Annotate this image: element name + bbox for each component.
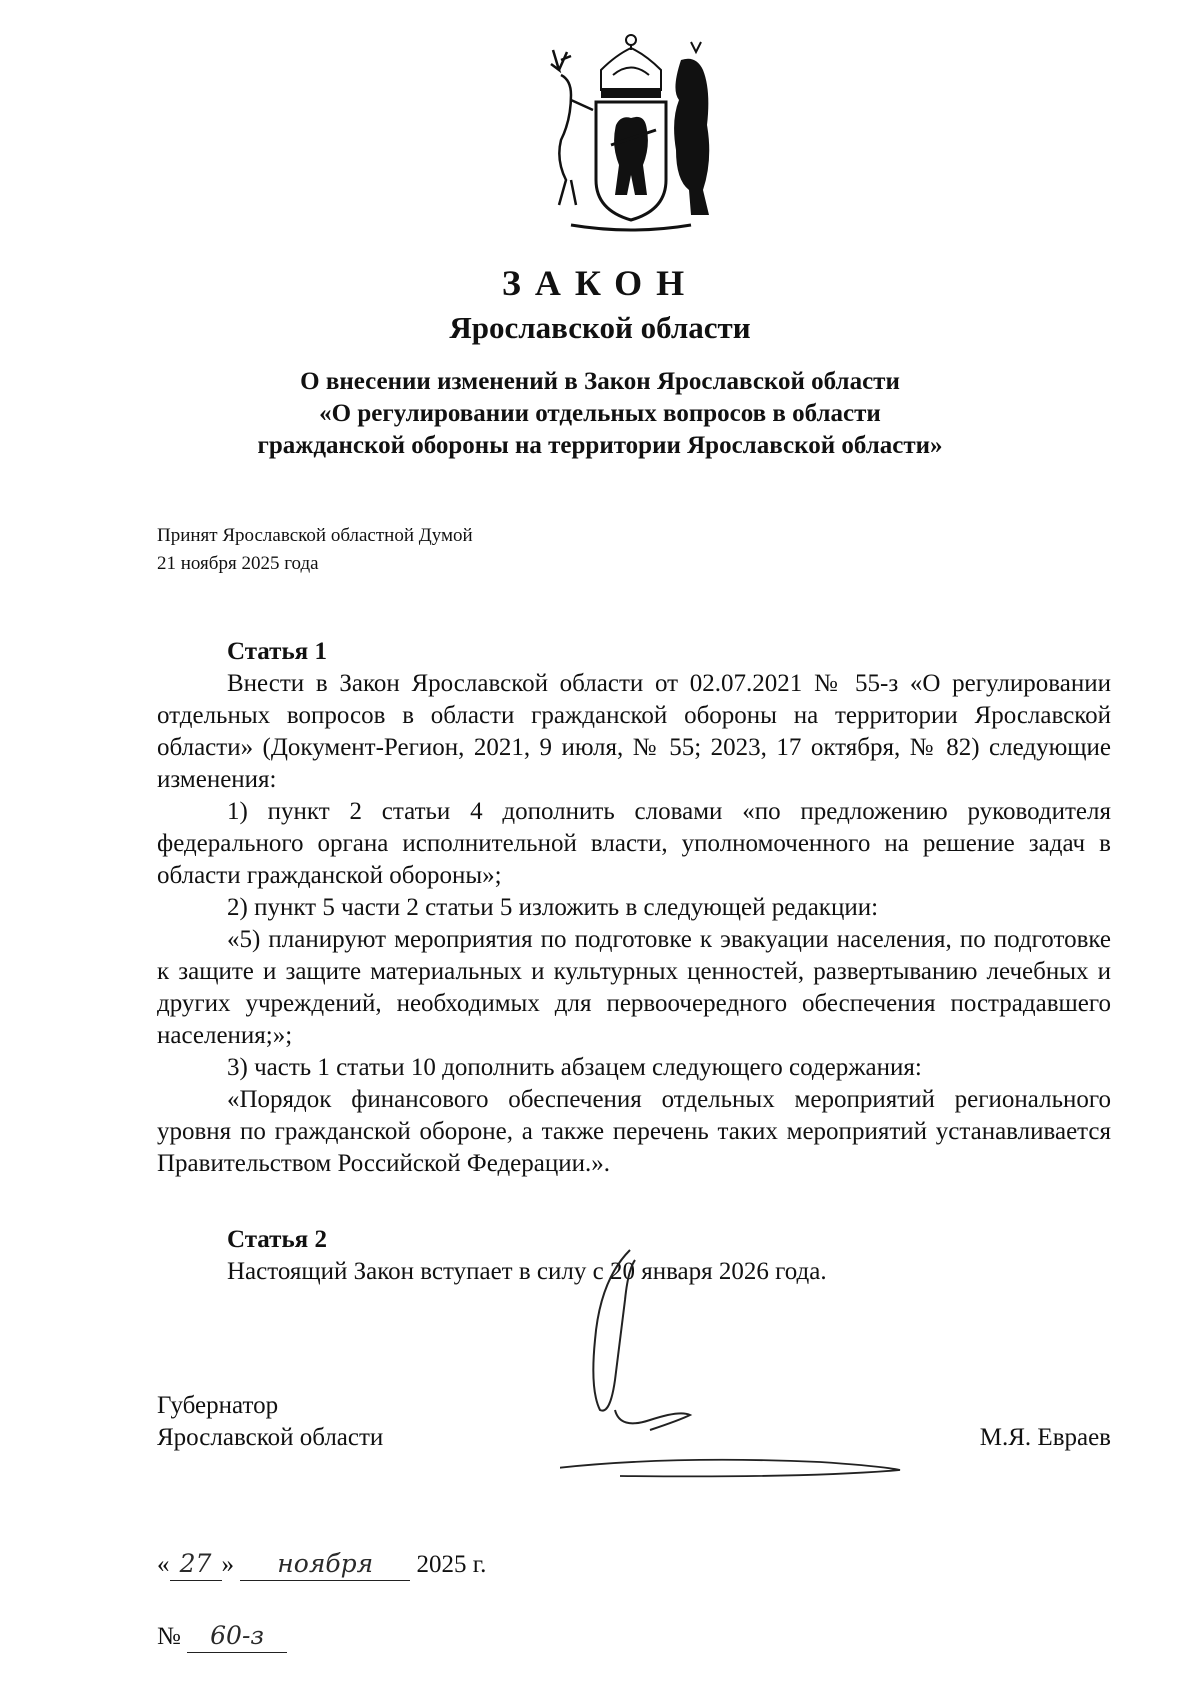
number-prefix: №	[157, 1623, 181, 1650]
date-open-quote: «	[157, 1551, 170, 1578]
date-close-quote: »	[221, 1551, 234, 1578]
subject-line: О внесении изменений в Закон Ярославской области	[300, 368, 900, 395]
article-1-item-2-text: «5) планируют мероприятия по подготовке к эвакуации населения, по подготовке к защите и защите материальных и культурных ценностей, развертыванию лечебных и других учреждений, необходимых для первоочередного обеспечения пострадавшего населения;»;	[157, 926, 1111, 1049]
article-1-item-1: 1) пункт 2 статьи 4 дополнить словами «по предложению руководителя федерального органа исполнительной власти, уполномоченного на решение задач в области гражданской обороны»;	[157, 798, 1111, 889]
signing-date	[157, 1548, 486, 1581]
law-body	[157, 636, 1111, 1288]
issuing-region: Ярославской области	[449, 310, 751, 345]
coat-of-arms-emblem	[531, 30, 731, 240]
signatory-title	[157, 1390, 383, 1454]
date-day: 27	[170, 1548, 222, 1581]
article-1-intro: Внести в Закон Ярославской области от 02.07.2021 № 55-з «О регулировании отдельных вопросов в области гражданской обороны на территории Ярославской области» (Документ-Регион, 2021, 9 июля, № 55; 2023, 17 октября, № 82) следующие изменения:	[157, 670, 1111, 793]
number-value: 60-з	[187, 1620, 287, 1653]
document-type: ЗАКОН	[501, 263, 699, 303]
article-1-title: Статья 1	[227, 638, 327, 665]
article-1-item-3-text: «Порядок финансового обеспечения отдельных мероприятий регионального уровня по гражданской обороне, а также перечень таких мероприятий устанавливается Правительством Российской Федерации.».	[157, 1086, 1111, 1177]
law-subject	[0, 366, 1200, 462]
signatory-name: М.Я. Евраев	[979, 1424, 1111, 1451]
article-2-title: Статья 2	[227, 1226, 327, 1253]
subject-line: гражданской обороны на территории Ярославской области»	[257, 432, 943, 459]
article-1-item-3: 3) часть 1 статьи 10 дополнить абзацем следующего содержания:	[227, 1054, 922, 1081]
adoption-date: 21 ноября 2025 года	[157, 553, 319, 574]
signatory-region: Ярославской области	[157, 1424, 384, 1451]
handwritten-signature	[560, 1240, 980, 1500]
article-1-item-2: 2) пункт 5 части 2 статьи 5 изложить в следующей редакции:	[227, 894, 879, 921]
law-number	[157, 1620, 287, 1653]
signatory-position: Губернатор	[157, 1392, 279, 1419]
article-2-text: Настоящий Закон вступает в силу с 20 января 2026 года.	[227, 1258, 827, 1285]
date-month: ноября	[240, 1548, 410, 1581]
adoption-body: Принят Ярославской областной Думой	[157, 525, 473, 546]
adoption-note	[157, 522, 473, 578]
date-year: 2025 г.	[416, 1551, 487, 1578]
subject-line: «О регулировании отдельных вопросов в области	[319, 400, 881, 427]
